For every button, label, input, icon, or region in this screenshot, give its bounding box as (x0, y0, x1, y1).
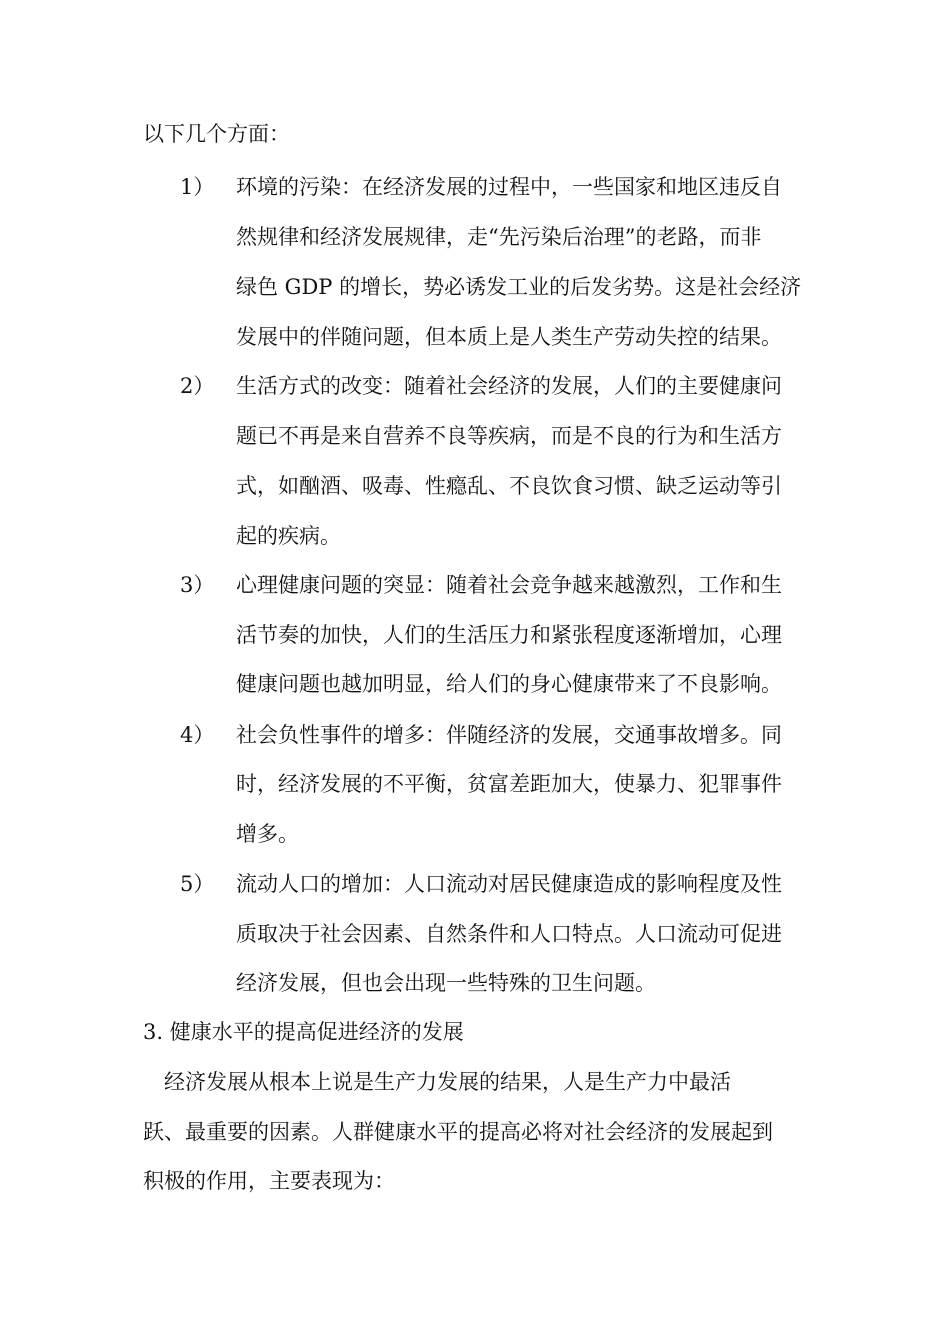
list-item-line: 起的疾病。 (236, 524, 341, 548)
list-item-line: 健康问题也越加明显，给人们的身心健康带来了不良影响。 (236, 672, 782, 696)
list-item-line: 发展中的伴随问题，但本质上是人类生产劳动失控的结果。 (236, 325, 782, 349)
list-item-number: 5） (180, 872, 215, 896)
list-item-line: 绿色 GDP 的增长，势必诱发工业的后发劣势。这是社会经济 (236, 275, 802, 299)
paragraph-line: 积极的作用，主要表现为： (143, 1169, 395, 1193)
list-item-line: 时，经济发展的不平衡，贫富差距加大，使暴力、犯罪事件 (236, 772, 782, 796)
list-item-line: 质取决于社会因素、自然条件和人口特点。人口流动可促进 (236, 922, 782, 946)
list-item-line: 环境的污染：在经济发展的过程中，一些国家和地区违反自 (236, 175, 782, 199)
list-item-line: 社会负性事件的增多：伴随经济的发展，交通事故增多。同 (236, 723, 782, 747)
list-item-line: 流动人口的增加：人口流动对居民健康造成的影响程度及性 (236, 872, 782, 896)
intro-line: 以下几个方面： (143, 122, 290, 146)
list-item-line: 题已不再是来自营养不良等疾病，而是不良的行为和生活方 (236, 424, 782, 448)
list-item-number: 4） (180, 723, 215, 747)
list-item-line: 活节奏的加快，人们的生活压力和紧张程度逐渐增加，心理 (236, 623, 782, 647)
list-item-line: 经济发展，但也会出现一些特殊的卫生问题。 (236, 971, 656, 995)
list-item-line: 然规律和经济发展规律，走“先污染后治理”的老路，而非 (236, 225, 762, 249)
list-item-line: 增多。 (236, 822, 299, 846)
list-item-line: 心理健康问题的突显：随着社会竞争越来越激烈，工作和生 (236, 573, 782, 597)
list-item-number: 2） (180, 374, 215, 398)
paragraph-line: 经济发展从根本上说是生产力发展的结果，人是生产力中最活 (143, 1070, 731, 1094)
list-item-number: 1） (180, 175, 215, 199)
paragraph-line: 跃、最重要的因素。人群健康水平的提高必将对社会经济的发展起到 (143, 1120, 773, 1144)
list-item-line: 式，如酗酒、吸毒、性瘾乱、不良饮食习惯、缺乏运动等引 (236, 474, 782, 498)
section-heading: 3. 健康水平的提高促进经济的发展 (143, 1020, 464, 1044)
list-item-number: 3） (180, 573, 215, 597)
list-item-line: 生活方式的改变：随着社会经济的发展，人们的主要健康问 (236, 374, 782, 398)
